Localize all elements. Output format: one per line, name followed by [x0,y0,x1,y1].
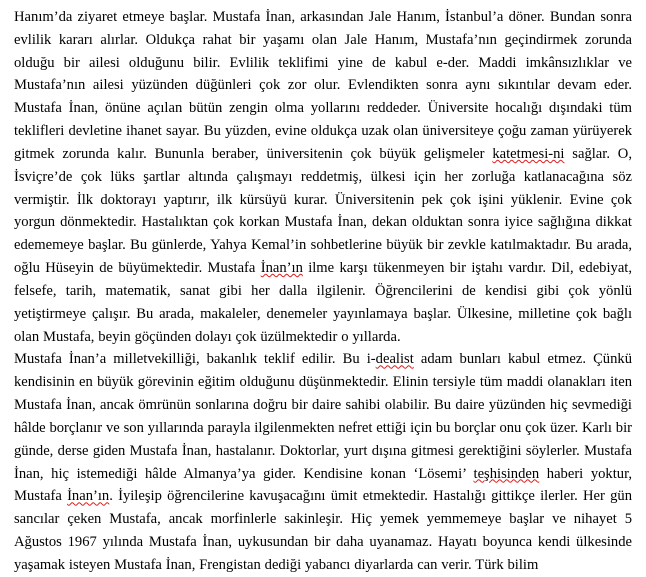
spelling-error-text: İnan’ın [67,488,110,505]
spelling-error-text: teşhisinden [473,465,540,482]
paragraph-2: Mustafa İnan’a milletvekilliği, bakanlık teklif edilir. Bu i-dealist adam bunları kabul etmez. Çünkü kendisinin en büyük görevinin eğitim olduğunu düşünmektedir. Elinin tersiyle tüm maddi olanakları iten Mustafa İnan, ancak ömrünün sonlarına doğru bir daire sahibi olabilir. Bu daire yüzünden hiç sevmediği hâlde borçlanır ve son yıllarında parayla ilgilenmekten nefret ettiği için bu borçlar onu çok üzer. Karlı bir günde, derse giden Mustafa İnan, hastalanır. Doktorlar, yurt dışına gitmesi gerektiğini söylerler. Mustafa İnan, hiç istemediği hâlde Almanya’ya gider. Kendisine konan ‘Lösemi’ teşhisinden haberi yoktur, Mustafa İnan’ın. İyileşip öğrencilerine kavuşacağını ümit etmektedir. Hastalığı gittikçe ilerler. Her gün sancılar çeken Mustafa, ancak morfinlerle sakinleşir. Hiç yemek yemmemeye başlar ve nihayet 5 Ağustos 1967 yılında Mustafa İnan, uykusundan bir daha uyanamaz. Hayatı boyunca kendi ülkesinde yaşamak isteyen Mustafa İnan, Frengistan dediği yabancı diyarlarda can verir. Türk bilim [14,351,633,573]
spelling-error-text: İnan’ın [260,260,303,277]
spelling-error-text: dealist [375,351,414,368]
paragraph-1: Hanım’da ziyaret etmeye başlar. Mustafa İnan, arkasından Jale Hanım, İstanbul’a döner. Bundan sonra evlilik kararı alırlar. Oldukça rahat bir yaşamı olan Jale Hanım, Mustafa’nın geçindirmek zorunda olduğu bir ailesi olduğunu bilir. Evlilik teklifimi yine de kabul e-der. Maddi imkânsızlıklar ve Mustafa’nın ailesi yüzünden düğünleri çok zor olur. Evlendikten sonra aynı sıkıntılar devam eder. Mustafa İnan, önüne açılan bütün zengin olma yollarını reddeder. Üniversite hocalığı dışındaki tüm teklifleri devletine ihanet sayar. Bu yüzden, evine oldukça uzak olan üniversiteye çoğu zaman yürüyerek gitmek zorunda kalır. Bununla beraber, üniversitenin çok büyük gelişmeler katetmesi-ni sağlar. O, İsviçre’de çok lüks şartlar altında çalışmayı reddetmiş, ülkesi için her zorluğa katlanacağına söz vermiştir. İlk doktorayı yaptırır, ilk kürsüyü kurar. Üniversitenin pek çok işini yüklenir. Evine çok yorgun dönmektedir. Hastalıktan çok korkan Mustafa İnan, dekan olduktan sonra iyice sağlığına dikkat edememeye başlar. Bu günlerde, Yahya Kemal’in sohbetlerine büyük bir zevkle katılmaktadır. Bu arada, oğlu Hüseyin de büyümektedir. Mustafa İnan’ın ilme karşı tükenmeyen bir iştahı vardır. Dil, edebiyat, felsefe, tarih, matematik, sanat gibi her dalla ilgilenir. Öğrencilerini de kendisi gibi çok yönlü yetiştirmeye çalışır. Bu arada, makaleler, denemeler yayınlamaya başlar. Ülkesine, milletine çok bağlı olan Mustafa, beyin göçünden dolayı çok üzülmektedir o yıllarda. [14,9,633,345]
spelling-error-text: katetmesi-ni [492,145,565,162]
